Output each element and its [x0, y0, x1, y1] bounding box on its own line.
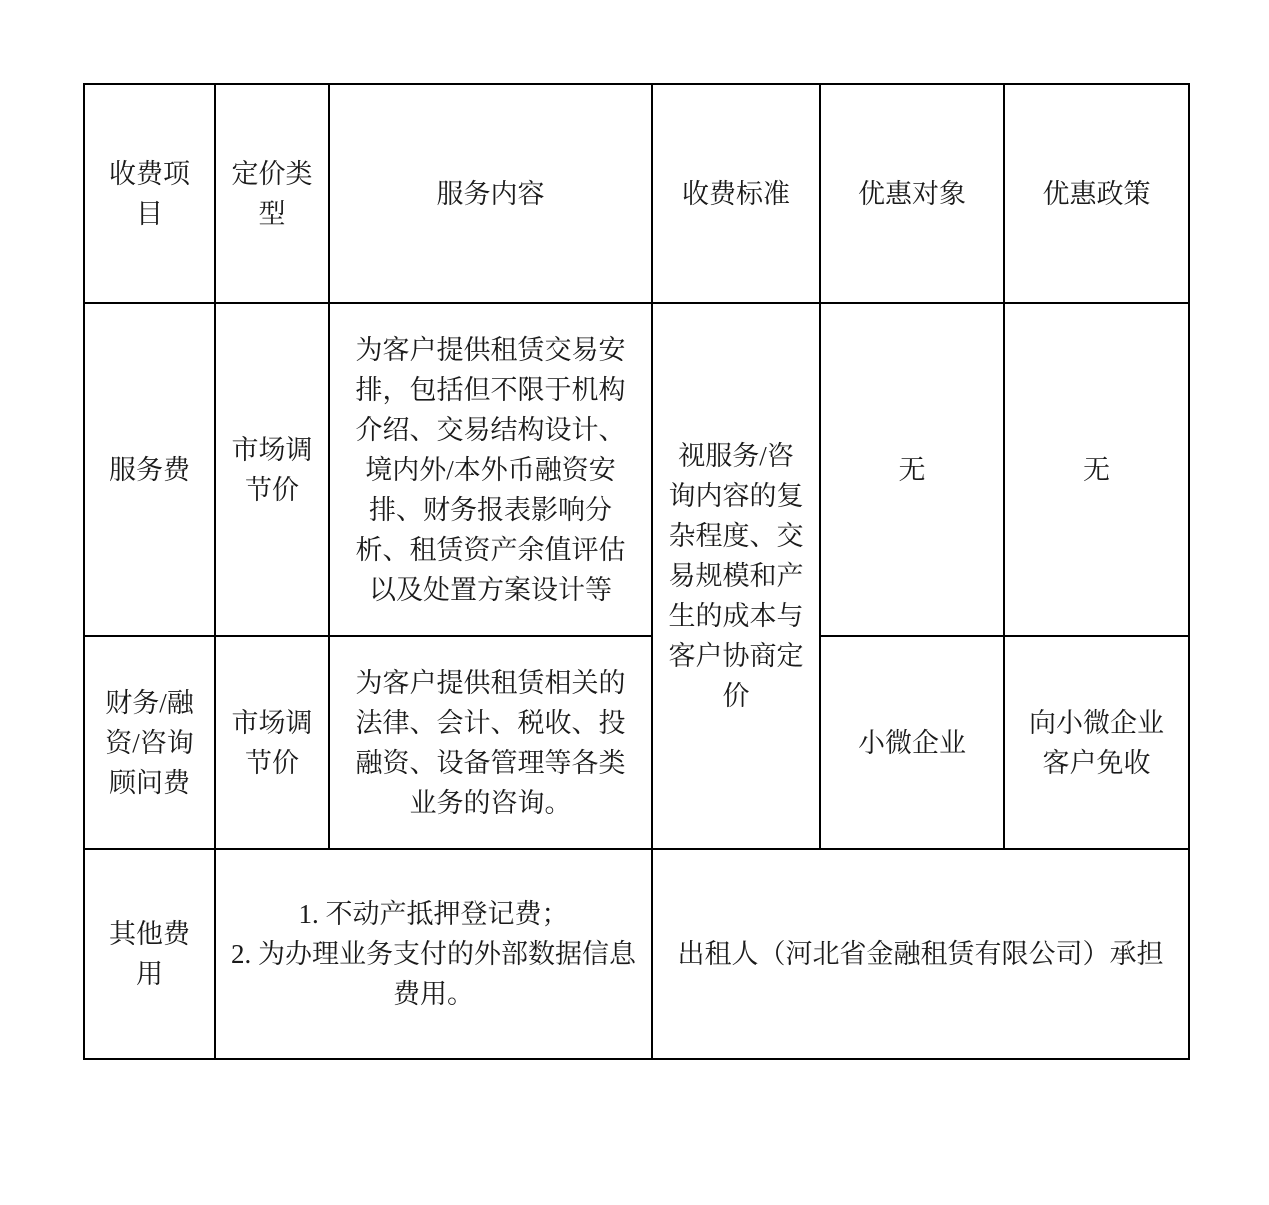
- cell-advisory-fee-discount-target: 小微企业: [820, 636, 1004, 849]
- cell-advisory-fee-pricing-type: 市场调节价: [215, 636, 329, 849]
- cell-advisory-fee-content: 为客户提供租赁相关的法律、会计、税收、投融资、设备管理等各类业务的咨询。: [329, 636, 652, 849]
- header-service-content: 服务内容: [329, 84, 652, 303]
- row-advisory-fee: [84, 636, 1189, 849]
- cell-service-fee-discount-target: 无: [820, 303, 1004, 636]
- header-pricing-type: 定价类型: [215, 84, 329, 303]
- other-fees-item-2: 2. 为办理业务支付的外部数据信息费用。: [231, 939, 636, 1009]
- cell-service-fee-content: 为客户提供租赁交易安排，包括但不限于机构介绍、交易结构设计、境内外/本外币融资安排、财务报表影响分析、租赁资产余值评估以及处置方案设计等: [329, 303, 652, 636]
- cell-service-fee-item: 服务费: [84, 303, 215, 636]
- cell-other-fees-content: [215, 849, 652, 1059]
- header-fee-item: 收费项目: [84, 84, 215, 303]
- header-discount-target: 优惠对象: [820, 84, 1004, 303]
- row-service-fee: [84, 303, 1189, 636]
- header-discount-policy: 优惠政策: [1004, 84, 1189, 303]
- fee-schedule-table: [83, 83, 1190, 1060]
- header-fee-standard: 收费标准: [652, 84, 820, 303]
- cell-advisory-fee-item: 财务/融资/咨询顾问费: [84, 636, 215, 849]
- other-fees-item-1: 1. 不动产抵押登记费；: [298, 899, 569, 929]
- cell-service-fee-pricing-type: 市场调节价: [215, 303, 329, 636]
- row-other-fees: [84, 849, 1189, 1059]
- cell-advisory-fee-discount-policy: 向小微企业客户免收: [1004, 636, 1189, 849]
- table-header-row: [84, 84, 1189, 303]
- cell-fee-standard-merged: 视服务/咨询内容的复杂程度、交易规模和产生的成本与客户协商定价: [652, 303, 820, 849]
- cell-service-fee-discount-policy: 无: [1004, 303, 1189, 636]
- cell-other-fees-item: 其他费用: [84, 849, 215, 1059]
- cell-other-fees-bearer: 出租人（河北省金融租赁有限公司）承担: [652, 849, 1189, 1059]
